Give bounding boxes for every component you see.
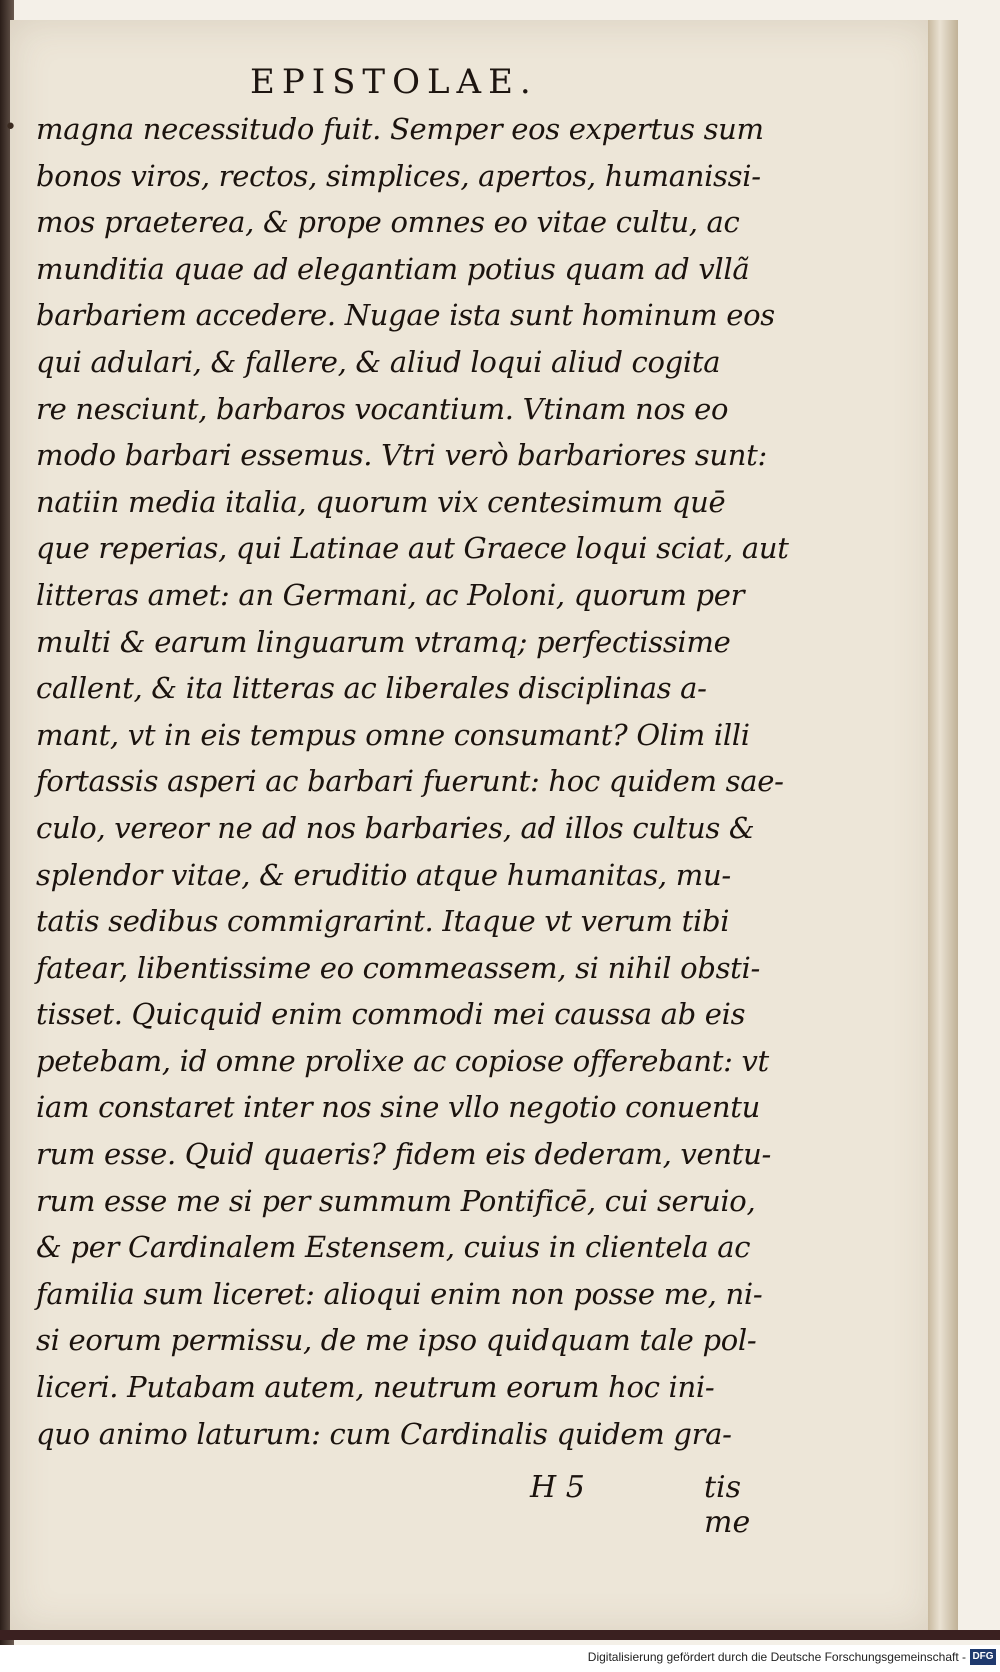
text-line: re nesciunt, barbaros vocantium. Vtinam nos eo [36,391,729,426]
text-line: barbariem accedere. Nugae ista sunt hominum eos [36,298,775,333]
text-line: quo animo laturum: cum Cardinalis quidem gra- [36,1416,732,1451]
text-line: litteras amet: an Germani, ac Poloni, quorum per [36,577,745,612]
funding-credit: Digitalisierung gefördert durch die Deutsche Forschungsgemeinschaft - [587,1650,966,1664]
text-line: & per Cardinalem Estensem, cuius in clientela ac [36,1230,751,1265]
text-line: qui adulari, & fallere, & aliud loqui aliud cogita [36,344,721,379]
text-line: mos praeterea, & prope omnes eo vitae cultu, ac [36,205,740,240]
text-line: iam constaret inter nos sine vllo negotio conuentu [36,1090,760,1125]
text-line: munditia quae ad elegantiam potius quam ad vllã [36,251,750,286]
text-line: fatear, libentissime eo commeassem, si nihil obsti- [36,950,761,985]
text-line: si eorum permissu, de me ipso quidquam tale pol- [36,1323,757,1358]
text-line: fortassis asperi ac barbari fuerunt: hoc quidem sae- [36,764,784,799]
text-line: rum esse. Quid quaeris? fidem eis dederam, ventu- [36,1137,771,1172]
text-line: mant, vt in eis tempus omne consumant? Olim illi [36,717,750,752]
text-line: que reperias, qui Latinae aut Graece loqui sciat, aut [36,531,789,566]
text-line: callent, & ita litteras ac liberales disciplinas a- [36,671,707,706]
catchword: tis me [704,1470,751,1540]
running-title: EPISTOLAE. [250,62,538,102]
text-line: bonos viros, rectos, simplices, apertos, humanissi- [36,158,761,193]
text-line: petebam, id omne prolixe ac copiose offerebant: vt [36,1043,769,1078]
text-line: magna necessitudo fuit. Semper eos expertus sum [36,112,764,146]
digitization-footer [0,1645,1000,1672]
text-line: culo, vereor ne ad nos barbaries, ad illos cultus & [36,810,755,845]
page-edge-right [928,20,958,1632]
dfg-logo: DFG [970,1649,996,1665]
body-text [36,106,789,1457]
text-line: splendor vitae, & eruditio atque humanitas, mu- [36,857,731,892]
text-line: tatis sedibus commigrarint. Itaque vt verum tibi [36,904,730,939]
signature-mark: H 5 [530,1470,585,1505]
text-line: rum esse me si per summum Pontificē, cui seruio, [36,1183,756,1218]
text-line: familia sum liceret: alioqui enim non posse me, ni- [36,1276,763,1311]
text-line: modo barbari essemus. Vtri verò barbariores sunt: [36,438,768,473]
text-line: natiin media italia, quorum vix centesimum quē [36,484,726,519]
text-line: tisset. Quicquid enim commodi mei caussa ab eis [36,997,746,1032]
text-line: multi & earum linguarum vtramq; perfectissime [36,624,731,659]
page-bottom-band [0,1630,1000,1640]
page-footer-line [518,1470,778,1540]
text-line: liceri. Putabam autem, neutrum eorum hoc ini- [36,1370,715,1405]
margin-mark: • [4,115,17,140]
